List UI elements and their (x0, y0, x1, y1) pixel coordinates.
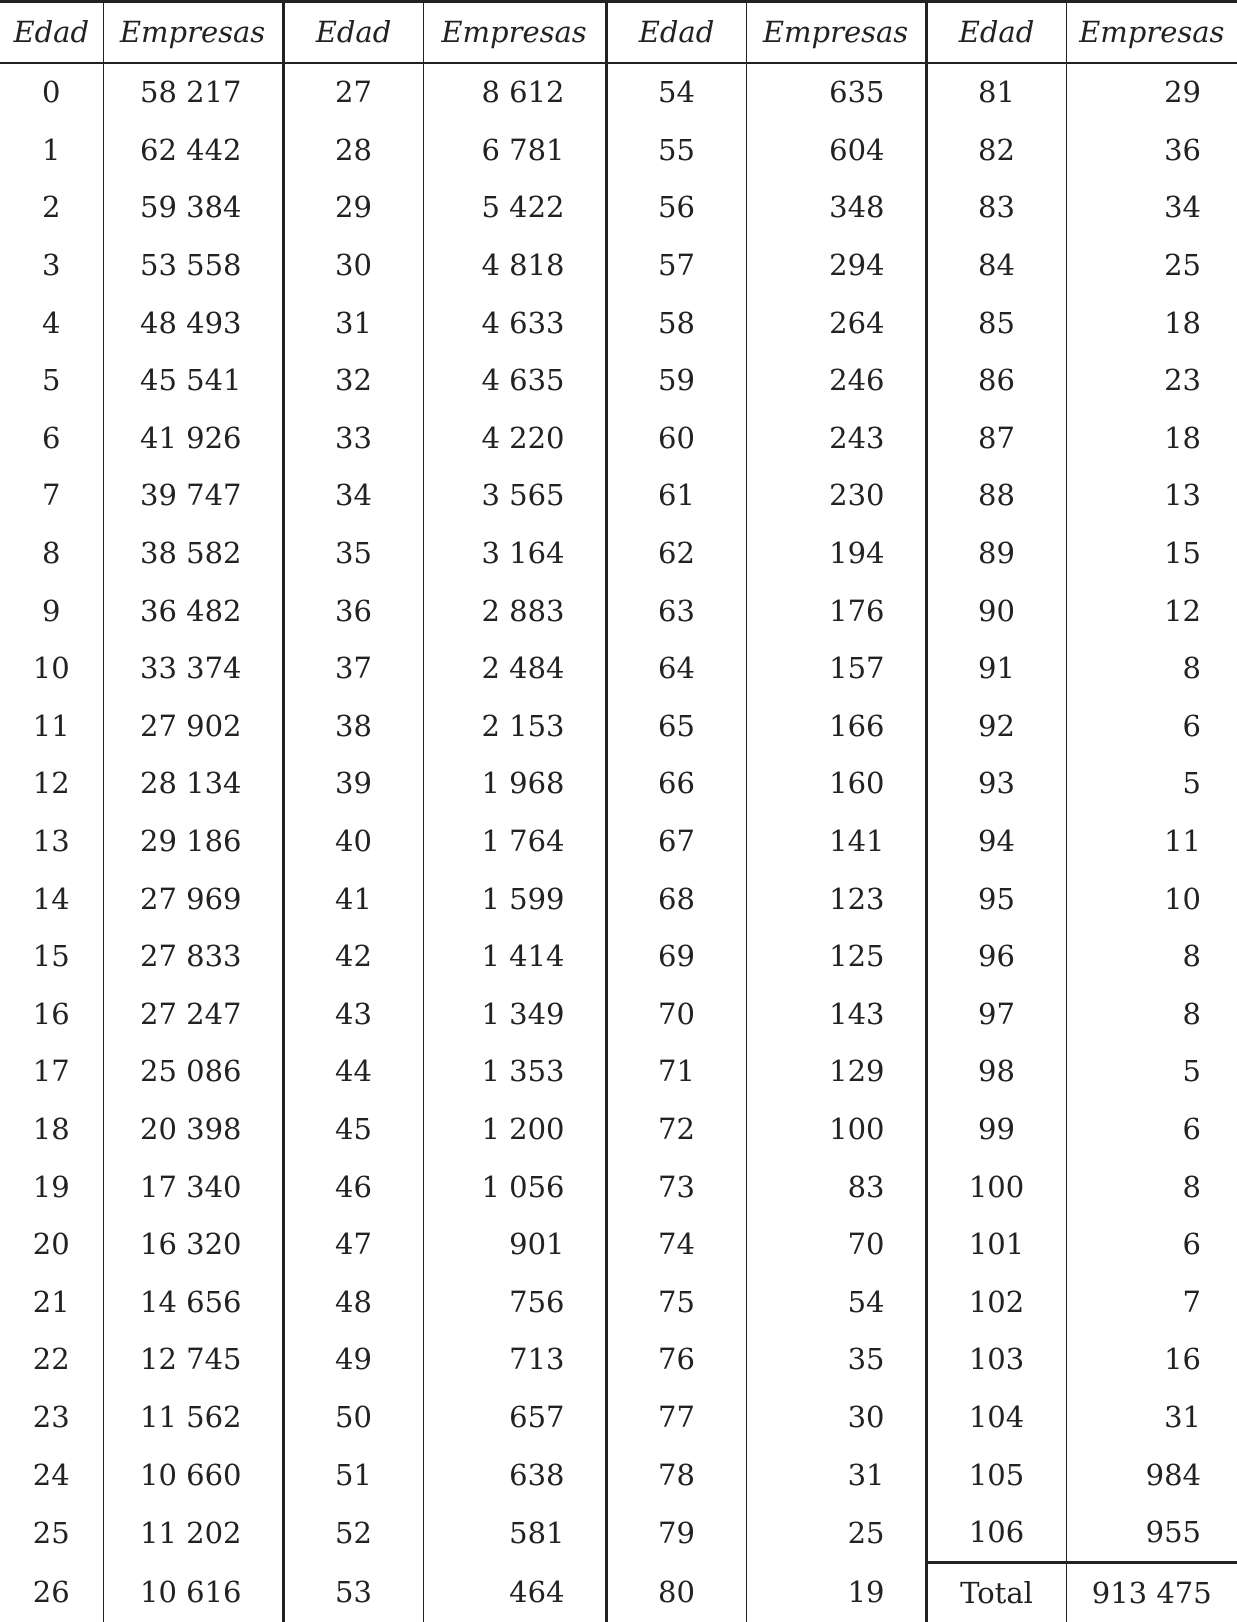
table-row (0, 755, 1237, 813)
age-cell: 21 (32, 1284, 70, 1319)
age-cell: 101 (926, 1216, 1066, 1274)
age-cell: 52 (283, 1504, 423, 1563)
firms-cell: 38 582 (103, 525, 283, 583)
age-cell: 16 (32, 996, 70, 1031)
firms-cell: 901 (423, 1216, 606, 1274)
age-cell: 49 (283, 1331, 423, 1389)
age-cell: 14 (32, 881, 70, 916)
firms-cell: 1 353 (423, 1043, 606, 1101)
firms-cell: 194 (746, 525, 926, 583)
table-row (0, 294, 1237, 352)
table-row (0, 1101, 1237, 1159)
firms-cell: 123 (746, 870, 926, 928)
total-value: 913 475 (1066, 1563, 1237, 1622)
firms-cell: 48 493 (103, 294, 283, 352)
firms-cell: 62 442 (103, 122, 283, 180)
age-cell: 91 (926, 640, 1066, 698)
age-cell: 31 (283, 294, 423, 352)
firms-cell: 4 818 (423, 237, 606, 295)
firms-cell: 2 883 (423, 582, 606, 640)
age-cell: 84 (926, 237, 1066, 295)
age-cell: 66 (606, 755, 746, 813)
age-cell: 60 (606, 410, 746, 468)
age-cell: 72 (606, 1101, 746, 1159)
firms-cell: 1 200 (423, 1101, 606, 1159)
firms-cell: 4 633 (423, 294, 606, 352)
firms-header: Empresas (746, 2, 926, 64)
table-row (0, 1043, 1237, 1101)
table-row (0, 525, 1237, 583)
age-cell: 44 (283, 1043, 423, 1101)
age-cell: 76 (606, 1331, 746, 1389)
age-cell: 103 (926, 1331, 1066, 1389)
age-cell: 78 (606, 1446, 746, 1504)
age-cell: 53 (283, 1563, 423, 1622)
firms-cell: 8 (1066, 640, 1237, 698)
firms-cell: 59 384 (103, 179, 283, 237)
age-cell: 98 (926, 1043, 1066, 1101)
age-header: Edad (606, 2, 746, 64)
firms-cell: 25 (1066, 237, 1237, 295)
firms-cell: 1 764 (423, 813, 606, 871)
firms-cell: 125 (746, 928, 926, 986)
firms-cell: 31 (1066, 1389, 1237, 1447)
firms-cell: 129 (746, 1043, 926, 1101)
age-cell: 48 (283, 1273, 423, 1331)
firms-cell: 23 (1066, 352, 1237, 410)
age-cell: 34 (283, 467, 423, 525)
age-cell: 41 (283, 870, 423, 928)
firms-header: Empresas (423, 2, 606, 64)
table-row (0, 582, 1237, 640)
firms-cell: 27 969 (103, 870, 283, 928)
table-row (0, 698, 1237, 756)
table-row (0, 63, 1237, 122)
age-cell: 15 (32, 939, 70, 974)
firms-cell: 25 (746, 1504, 926, 1563)
total-label: Total (926, 1563, 1066, 1622)
firms-cell: 19 (746, 1563, 926, 1622)
firms-cell: 3 565 (423, 467, 606, 525)
firms-cell: 166 (746, 698, 926, 756)
age-cell: 65 (606, 698, 746, 756)
firms-cell: 36 (1066, 122, 1237, 180)
firms-cell: 7 (1066, 1273, 1237, 1331)
firms-cell: 6 (1066, 698, 1237, 756)
age-cell: 73 (606, 1158, 746, 1216)
firms-cell: 54 (746, 1273, 926, 1331)
firms-cell: 635 (746, 63, 926, 122)
firms-cell: 5 (1066, 1043, 1237, 1101)
age-cell: 93 (926, 755, 1066, 813)
age-cell: 36 (283, 582, 423, 640)
age-cell: 83 (926, 179, 1066, 237)
firms-cell: 11 (1066, 813, 1237, 871)
table-row (0, 410, 1237, 468)
table-body (0, 63, 1237, 1622)
firms-cell: 29 (1066, 63, 1237, 122)
age-cell: 64 (606, 640, 746, 698)
age-cell: 81 (926, 63, 1066, 122)
firms-cell: 10 (1066, 870, 1237, 928)
age-cell: 18 (32, 1111, 70, 1146)
firms-cell: 8 612 (423, 63, 606, 122)
firms-cell: 2 484 (423, 640, 606, 698)
age-cell: 6 (42, 420, 61, 455)
table-row (0, 870, 1237, 928)
firms-cell: 8 (1066, 928, 1237, 986)
firms-cell: 15 (1066, 525, 1237, 583)
age-cell: 57 (606, 237, 746, 295)
age-cell: 102 (926, 1273, 1066, 1331)
firms-cell: 157 (746, 640, 926, 698)
firms-cell: 45 541 (103, 352, 283, 410)
firms-cell: 3 164 (423, 525, 606, 583)
age-cell: 58 (606, 294, 746, 352)
firms-cell: 29 186 (103, 813, 283, 871)
age-cell: 38 (283, 698, 423, 756)
age-cell: 9 (42, 593, 61, 628)
table-row (0, 1446, 1237, 1504)
age-header: Edad (926, 2, 1066, 64)
firms-cell: 657 (423, 1389, 606, 1447)
age-cell: 30 (283, 237, 423, 295)
firms-cell: 36 482 (103, 582, 283, 640)
age-cell: 35 (283, 525, 423, 583)
age-cell: 54 (606, 63, 746, 122)
age-cell: 8 (42, 536, 61, 571)
age-cell: 0 (42, 75, 61, 110)
firms-cell: 10 660 (103, 1446, 283, 1504)
firms-cell: 39 747 (103, 467, 283, 525)
age-cell: 39 (283, 755, 423, 813)
firms-cell: 16 (1066, 1331, 1237, 1389)
age-header: Edad (283, 2, 423, 64)
firms-cell: 5 (1066, 755, 1237, 813)
firms-cell: 18 (1066, 410, 1237, 468)
age-cell: 55 (606, 122, 746, 180)
age-cell: 17 (32, 1054, 70, 1089)
firms-cell: 348 (746, 179, 926, 237)
age-cell: 87 (926, 410, 1066, 468)
age-cell: 29 (283, 179, 423, 237)
age-cell: 100 (926, 1158, 1066, 1216)
firms-cell: 11 562 (103, 1389, 283, 1447)
age-cell: 77 (606, 1389, 746, 1447)
age-cell: 7 (42, 478, 61, 513)
firms-cell: 8 (1066, 986, 1237, 1044)
age-cell: 37 (283, 640, 423, 698)
firms-cell: 160 (746, 755, 926, 813)
table-row (0, 1158, 1237, 1216)
age-cell: 70 (606, 986, 746, 1044)
firms-cell: 34 (1066, 179, 1237, 237)
age-cell: 13 (32, 824, 70, 859)
age-cell: 33 (283, 410, 423, 468)
age-cell: 25 (32, 1515, 70, 1550)
firms-cell: 1 968 (423, 755, 606, 813)
age-cell: 89 (926, 525, 1066, 583)
table-row (0, 467, 1237, 525)
firms-cell: 6 (1066, 1101, 1237, 1159)
firms-cell: 83 (746, 1158, 926, 1216)
firms-cell: 70 (746, 1216, 926, 1274)
age-cell: 51 (283, 1446, 423, 1504)
firms-cell: 581 (423, 1504, 606, 1563)
firms-cell: 14 656 (103, 1273, 283, 1331)
firms-cell: 176 (746, 582, 926, 640)
firms-header: Empresas (1066, 2, 1237, 64)
firms-cell: 756 (423, 1273, 606, 1331)
age-cell: 27 (283, 63, 423, 122)
age-cell: 1 (42, 132, 61, 167)
firms-cell: 264 (746, 294, 926, 352)
age-cell: 61 (606, 467, 746, 525)
firms-cell: 27 902 (103, 698, 283, 756)
firms-cell: 1 349 (423, 986, 606, 1044)
age-cell: 50 (283, 1389, 423, 1447)
firms-cell: 713 (423, 1331, 606, 1389)
firms-cell: 53 558 (103, 237, 283, 295)
age-cell: 63 (606, 582, 746, 640)
firms-cell: 28 134 (103, 755, 283, 813)
table-row (0, 1389, 1237, 1447)
age-cell: 97 (926, 986, 1066, 1044)
firms-cell: 17 340 (103, 1158, 283, 1216)
age-cell: 75 (606, 1273, 746, 1331)
age-cell: 45 (283, 1101, 423, 1159)
table-row (0, 986, 1237, 1044)
firms-cell: 8 (1066, 1158, 1237, 1216)
table-row (0, 237, 1237, 295)
table-row (0, 1563, 1237, 1622)
firms-cell: 1 414 (423, 928, 606, 986)
age-cell: 99 (926, 1101, 1066, 1159)
firms-cell: 2 153 (423, 698, 606, 756)
firms-cell: 1 056 (423, 1158, 606, 1216)
age-cell: 42 (283, 928, 423, 986)
age-cell: 59 (606, 352, 746, 410)
age-cell: 62 (606, 525, 746, 583)
firms-cell: 6 781 (423, 122, 606, 180)
age-cell: 90 (926, 582, 1066, 640)
table-row (0, 1216, 1237, 1274)
table-row (0, 928, 1237, 986)
age-cell: 20 (32, 1227, 70, 1262)
firms-cell: 141 (746, 813, 926, 871)
age-cell: 32 (283, 352, 423, 410)
firms-cell: 294 (746, 237, 926, 295)
age-cell: 80 (606, 1563, 746, 1622)
age-cell: 28 (283, 122, 423, 180)
age-cell: 12 (32, 766, 70, 801)
firms-cell: 27 833 (103, 928, 283, 986)
firms-cell: 5 422 (423, 179, 606, 237)
age-cell: 56 (606, 179, 746, 237)
age-cell: 47 (283, 1216, 423, 1274)
age-cell: 23 (32, 1399, 70, 1434)
age-header: Edad (0, 2, 103, 64)
age-cell: 104 (926, 1389, 1066, 1447)
firms-cell: 33 374 (103, 640, 283, 698)
firms-cell: 11 202 (103, 1504, 283, 1563)
firms-cell: 41 926 (103, 410, 283, 468)
firms-cell: 243 (746, 410, 926, 468)
firms-cell: 18 (1066, 294, 1237, 352)
age-cell: 22 (32, 1342, 70, 1377)
firms-cell: 100 (746, 1101, 926, 1159)
firms-cell: 638 (423, 1446, 606, 1504)
age-cell: 24 (32, 1457, 70, 1492)
age-cell: 2 (42, 190, 61, 225)
firms-cell: 13 (1066, 467, 1237, 525)
age-cell: 43 (283, 986, 423, 1044)
firms-cell: 1 599 (423, 870, 606, 928)
age-cell: 40 (283, 813, 423, 871)
table-row (0, 1504, 1237, 1563)
age-cell: 96 (926, 928, 1066, 986)
firms-cell: 230 (746, 467, 926, 525)
age-cell: 85 (926, 294, 1066, 352)
table-row (0, 1331, 1237, 1389)
firms-cell: 12 745 (103, 1331, 283, 1389)
firms-cell: 12 (1066, 582, 1237, 640)
age-cell: 95 (926, 870, 1066, 928)
firms-cell: 143 (746, 986, 926, 1044)
firms-cell: 20 398 (103, 1101, 283, 1159)
firms-cell: 16 320 (103, 1216, 283, 1274)
firms-cell: 4 635 (423, 352, 606, 410)
firms-cell: 246 (746, 352, 926, 410)
age-cell: 82 (926, 122, 1066, 180)
firms-cell: 6 (1066, 1216, 1237, 1274)
firms-header: Empresas (103, 2, 283, 64)
table-row (0, 179, 1237, 237)
table-row (0, 813, 1237, 871)
age-cell: 46 (283, 1158, 423, 1216)
firms-cell: 30 (746, 1389, 926, 1447)
age-cell: 92 (926, 698, 1066, 756)
firms-cell: 464 (423, 1563, 606, 1622)
age-cell: 94 (926, 813, 1066, 871)
age-cell: 26 (32, 1574, 70, 1609)
header-row (0, 2, 1237, 64)
table-row (0, 352, 1237, 410)
firms-cell: 10 616 (103, 1563, 283, 1622)
age-cell: 11 (32, 708, 70, 743)
age-cell: 68 (606, 870, 746, 928)
age-cell: 106 (926, 1504, 1066, 1563)
age-cell: 69 (606, 928, 746, 986)
age-cell: 74 (606, 1216, 746, 1274)
age-cell: 3 (42, 248, 61, 283)
firms-cell: 31 (746, 1446, 926, 1504)
age-cell: 5 (42, 363, 61, 398)
firms-cell: 604 (746, 122, 926, 180)
age-cell: 67 (606, 813, 746, 871)
firms-cell: 27 247 (103, 986, 283, 1044)
age-cell: 105 (926, 1446, 1066, 1504)
age-cell: 10 (32, 651, 70, 686)
firms-cell: 4 220 (423, 410, 606, 468)
table-row (0, 640, 1237, 698)
age-cell: 4 (42, 305, 61, 340)
age-cell: 86 (926, 352, 1066, 410)
firms-cell: 35 (746, 1331, 926, 1389)
firms-cell: 955 (1066, 1504, 1237, 1563)
age-cell: 71 (606, 1043, 746, 1101)
firms-cell: 25 086 (103, 1043, 283, 1101)
age-cell: 19 (32, 1169, 70, 1204)
table-row (0, 122, 1237, 180)
age-cell: 88 (926, 467, 1066, 525)
firms-cell: 984 (1066, 1446, 1237, 1504)
table-row (0, 1273, 1237, 1331)
age-cell: 79 (606, 1504, 746, 1563)
firms-cell: 58 217 (103, 63, 283, 122)
